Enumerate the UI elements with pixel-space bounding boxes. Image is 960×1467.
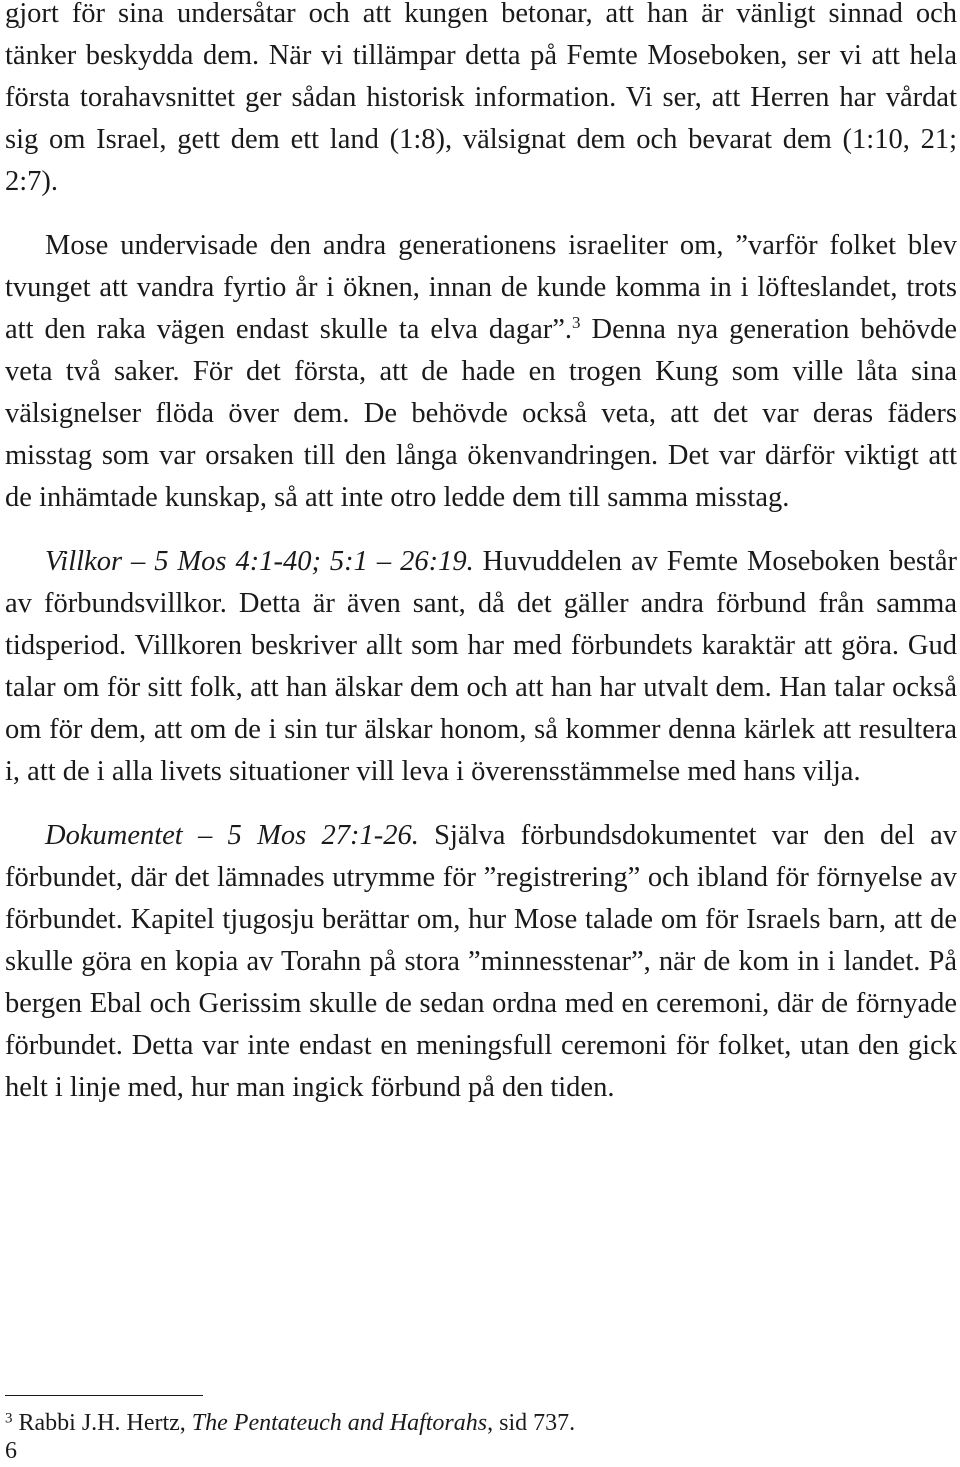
footnote-rest: , sid 737. bbox=[487, 1410, 576, 1436]
paragraph-2 bbox=[5, 225, 957, 519]
paragraph-4 bbox=[5, 815, 957, 1109]
section-heading-villkor: Villkor – 5 Mos 4:1-40; 5:1 – 26:19. bbox=[45, 546, 474, 577]
paragraph-2-text-after: Denna nya generation behövde veta två saker. För det första, att de hade en trogen Kung som ville låta sina välsignelser flöda över dem. De behövde också veta, att det var deras fäders misstag som var orsaken till den långa ökenvandringen. Det var därför viktigt att de inhämtade kunskap, så att inte otro ledde dem till samma misstag. bbox=[5, 314, 957, 513]
footnote-author: Rabbi J.H. Hertz, bbox=[18, 1410, 192, 1436]
paragraph-3-text: Huvuddelen av Femte Moseboken består av förbundsvillkor. Detta är även sant, då det gäller andra förbund från samma tidsperiod. Villkoren beskriver allt som har med förbundets karaktär att göra. Gud talar om för sitt folk, att han älskar dem och att han har utvalt dem. Han talar också om för dem, att om de i sin tur älskar honom, så kommer denna kärlek att resultera i, att de i alla livets situationer vill leva i överensstämmelse med hans vilja. bbox=[5, 546, 958, 787]
page-body bbox=[5, 0, 957, 1109]
footnote-divider bbox=[5, 1395, 203, 1396]
footnote bbox=[5, 1408, 575, 1438]
footnote-reference[interactable]: 3 bbox=[572, 312, 581, 332]
section-heading-dokumentet: Dokumentet – 5 Mos 27:1-26. bbox=[45, 820, 419, 851]
footnote-number: 3 bbox=[5, 1410, 13, 1427]
page-number: 6 bbox=[5, 1438, 17, 1464]
paragraph-1 bbox=[5, 0, 957, 203]
paragraph-3 bbox=[5, 541, 957, 793]
paragraph-2-text-before: Mose undervisade den andra generationens israeliter om, ”varför folket blev tvunget att vandra fyrtio år i öknen, innan de kunde komma in i löfteslandet, trots att den raka vägen endast skulle ta elva dagar”. bbox=[5, 230, 957, 345]
footnote-title: The Pentateuch and Haftorahs bbox=[191, 1410, 488, 1436]
paragraph-4-text: Själva förbundsdokumentet var den del av förbundet, där det lämnades utrymme för ”registrering” och ibland för förnyelse av förbundet. Kapitel tjugosju berättar om, hur Mose talade om för Israels barn, att de skulle göra en kopia av Torahn på stora ”minnesstenar”, när de kom in i landet. På bergen Ebal och Gerissim skulle de sedan ordna med en ceremoni, där de förnyade förbundet. Detta var inte endast en meningsfull ceremoni för folket, utan den gick helt i linje med, hur man ingick förbund på den tiden. bbox=[5, 820, 958, 1103]
paragraph-1-text: gjort för sina undersåtar och att kungen betonar, att han är vänligt sinnad och tänker beskydda dem. När vi tillämpar detta på Femte Moseboken, ser vi att hela första torahavsnittet ger sådan historisk information. Vi ser, att Herren har vårdat sig om Israel, gett dem ett land (1:8), välsignat dem och bevarat dem (1:10, 21; 2:7). bbox=[5, 0, 957, 197]
